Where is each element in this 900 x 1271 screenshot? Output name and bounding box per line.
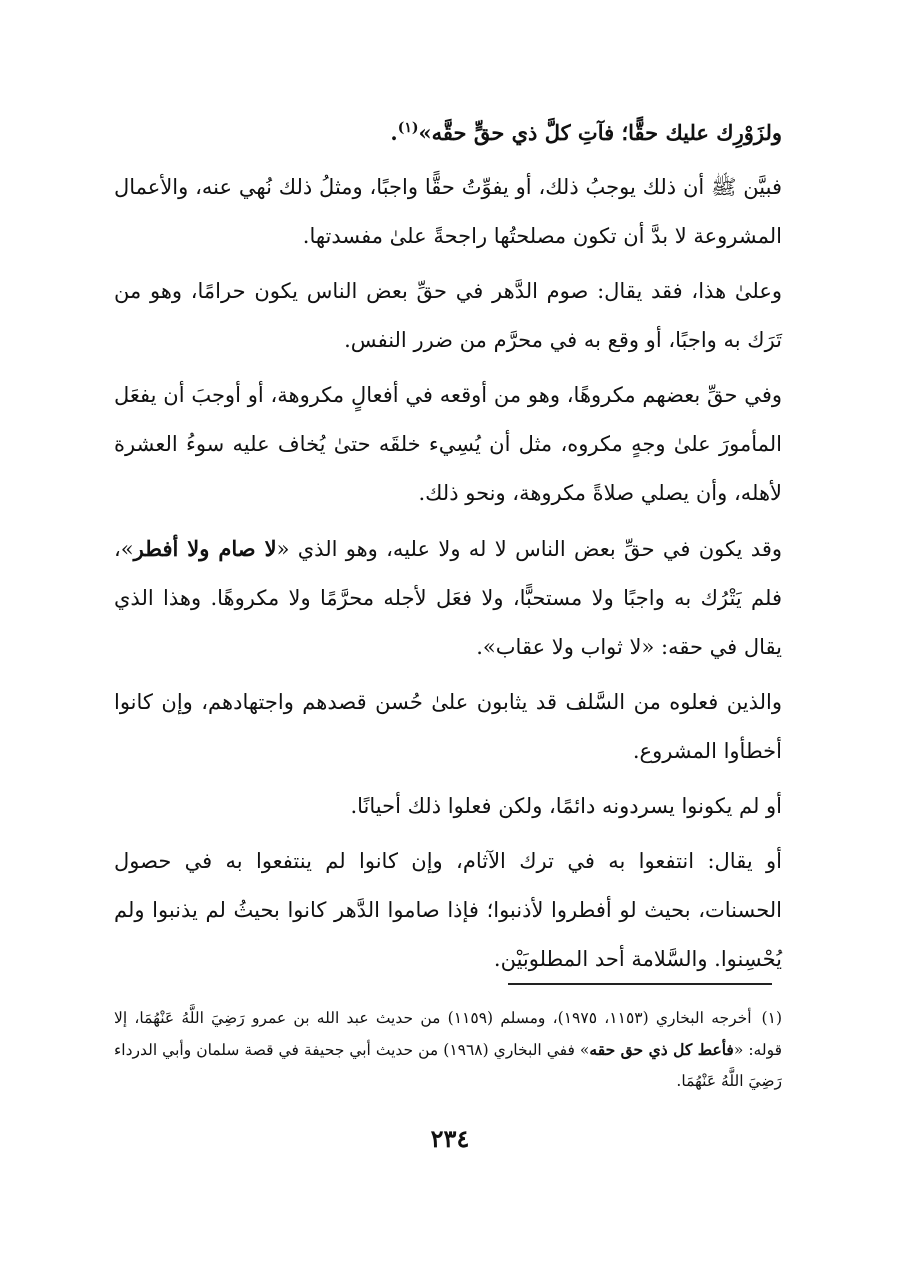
paragraph-8: أو يقال: انتفعوا به في ترك الآثام، وإن كانوا لم ينتفعوا به في حصول الحسنات، بحيث لو أفطروا لأذنبوا؛ فإذا صاموا الدَّهر كانوا بحيثُ لم يذنبوا ولم يُحْسِنوا. والسَّلامة أحد المطلوبَيْن. <box>114 849 782 971</box>
paragraph-5-end: »، فلم يَتْرُك به واجبًا ولا مستحبًّا، ولا فعَل لأجله محرَّمًا ولا مكروهًا. وهذا الذي يقال في حقه: «لا ثواب ولا عقاب». <box>114 537 782 659</box>
paragraph-3: وعلىٰ هذا، فقد يقال: صوم الدَّهر في حقِّ بعض الناس يكون حرامًا، وهو من تَرَك به واجبًا، أو وقع به في محرَّم من ضرر النفس. <box>114 279 782 352</box>
paragraph-2: فبيَّن ﷺ أن ذلك يوجبُ ذلك، أو يفوِّتُ حقًّا واجبًا، ومثلُ ذلك نُهي عنه، والأعمال المشروعة لا بدَّ أن تكون مصلحتُها راجحةً علىٰ مفسدتها. <box>114 175 782 248</box>
page-number: ٢٣٤ <box>430 1124 470 1153</box>
paragraph-6: والذين فعلوه من السَّلف قد يثابون علىٰ حُسن قصدهم واجتهادهم، وإن كانوا أخطأوا المشروع. <box>114 690 782 763</box>
footnote-number: (١) <box>761 1009 782 1027</box>
footnote-text-start: أخرجه البخاري (١١٥٣، ١٩٧٥)، ومسلم (١١٥٩) من حديث عبد الله بن عمرو رَضِيَ اللَّهُ عَنْهُمَا، إلا قوله: « <box>114 1009 782 1059</box>
paragraph-5 <box>114 524 782 672</box>
paragraph-5-quote: لا صام ولا أفطر <box>133 536 277 561</box>
paragraph-1 <box>114 108 782 157</box>
footnote-quote: فأعط كل ذي حق حقه <box>589 1040 734 1059</box>
paragraph-1-text: ولزَوْرِك عليك حقًّا؛ فآتِ كلَّ ذي حقٍّ حقَّه» <box>418 120 782 145</box>
paragraph-4: وفي حقِّ بعضهم مكروهًا، وهو من أوقعه في أفعالٍ مكروهة، أو أوجبَ أن يفعَل المأمورَ علىٰ وجهٍ مكروه، مثل أن يُسِيء خلقَه حتىٰ يُخاف عليه سوءُ العشرة لأهله، وأن يصلي صلاةً مكروهة، ونحو ذلك. <box>114 383 782 505</box>
footnote <box>114 1003 782 1097</box>
footnote-separator <box>508 983 772 985</box>
main-text <box>114 108 782 990</box>
footnote-text-end: » ففي البخاري (١٩٦٨) من حديث أبي جحيفة في قصة سلمان وأبي الدرداء رَضِيَ اللَّهُ عَنْهُمَا. <box>114 1041 782 1090</box>
paragraph-7: أو لم يكونوا يسردونه دائمًا، ولكن فعلوا ذلك أحيانًا. <box>350 794 782 818</box>
footnote-reference[interactable]: (١) <box>397 120 419 136</box>
paragraph-5-start: وقد يكون في حقِّ بعض الناس لا له ولا عليه، وهو الذي « <box>276 537 782 561</box>
paragraph-1-end: . <box>390 120 398 145</box>
